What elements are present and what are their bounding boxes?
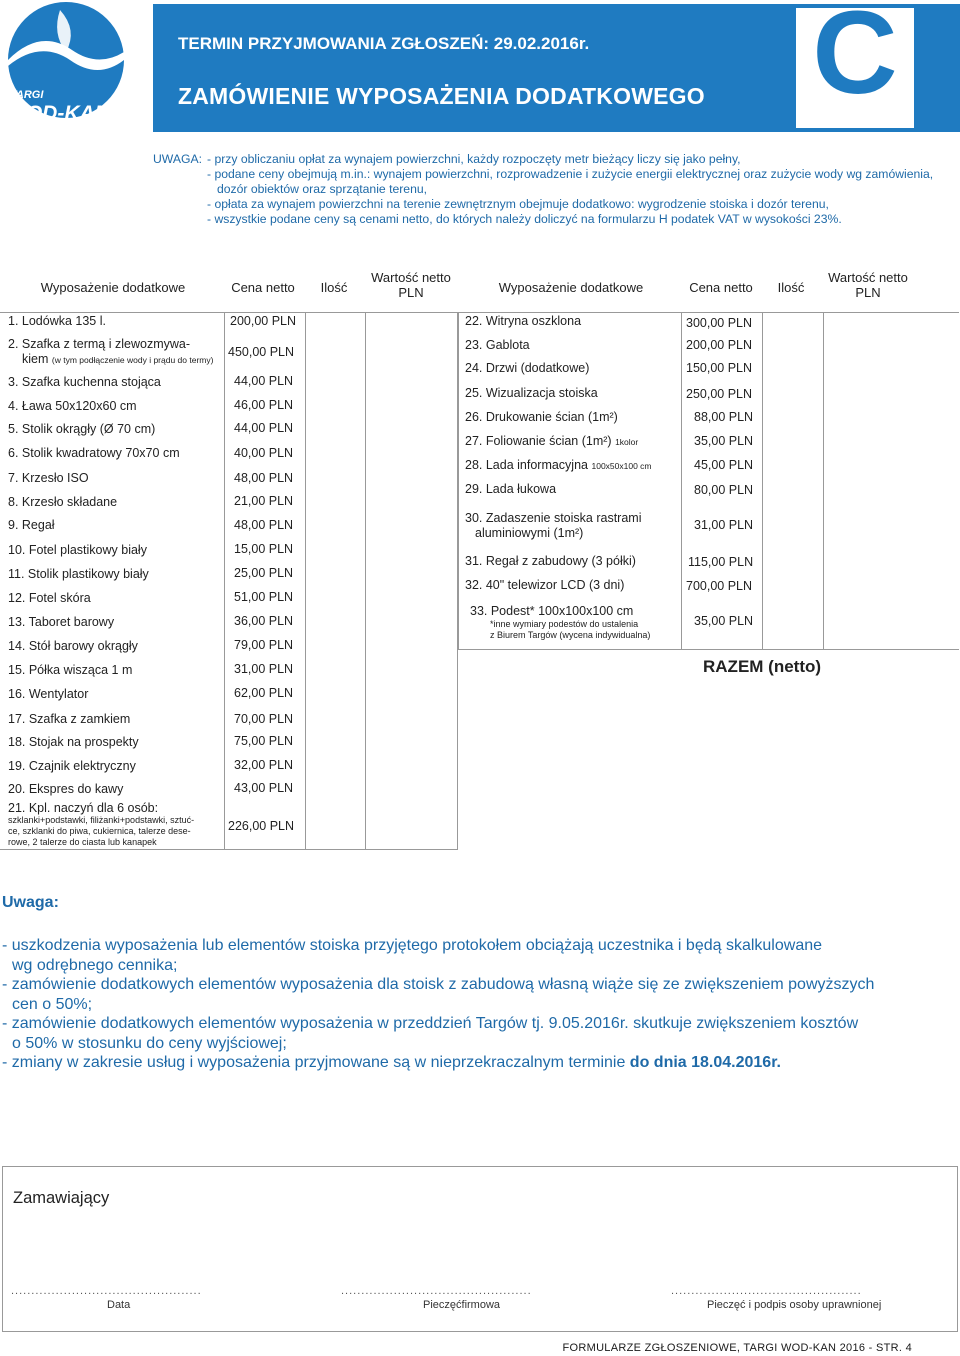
form-letter: C: [812, 0, 898, 119]
item-price: 35,00 PLN: [694, 614, 754, 628]
date-label: Data: [107, 1299, 131, 1311]
list-item-cont: kiem (w tym podłączenie wody i prądu do termy): [22, 352, 214, 366]
item-price: 88,00 PLN: [694, 410, 754, 424]
item-price: 48,00 PLN: [234, 518, 294, 532]
item-price: 226,00 PLN: [228, 819, 295, 833]
notes-label: UWAGA:: [153, 152, 202, 166]
list-item: 6. Stolik kwadratowy 70x70 cm: [8, 446, 180, 460]
remark-line: - zmiany w zakresie usług i wyposażenia przyjmowane są w nieprzekraczalnym terminie do dnia 18.04.2016r.: [2, 1054, 781, 1071]
item-note: ce, szklanki do piwa, cukiernica, talerze dese-: [8, 826, 191, 836]
header-value-unit: PLN: [398, 285, 424, 300]
list-item: 24. Drzwi (dodatkowe): [465, 361, 590, 375]
stamp-line[interactable]: ...............................................: [341, 1285, 532, 1297]
remarks-block: [2, 936, 874, 1073]
item-price: 48,00 PLN: [234, 471, 294, 485]
list-item: 20. Ekspres do kawy: [8, 782, 124, 796]
remark-line: - zamówienie dodatkowych elementów wyposażenia w przeddzień Targów tj. 9.05.2016r. skutkuje zwiększeniem kosztów: [2, 1015, 859, 1032]
item-price: 15,00 PLN: [234, 542, 294, 556]
item-note: 100x50x100 cm: [591, 461, 652, 471]
item-price: 31,00 PLN: [234, 662, 294, 676]
header-item: Wyposażenie dodatkowe: [498, 280, 644, 295]
header-value-label: Wartość netto: [828, 270, 908, 285]
note-line: - przy obliczaniu opłat za wynajem powierzchni, każdy rozpoczęty metr bieżący liczy się jako pełny,: [207, 152, 741, 166]
logo: [0, 0, 153, 132]
list-item: 33. Podest* 100x100x100 cm: [470, 604, 634, 618]
page-title: ZAMÓWIENIE WYPOSAŻENIA DODATKOWEGO: [178, 83, 705, 109]
orderer-box: [2, 1166, 958, 1332]
list-item: 9. Regał: [8, 518, 55, 532]
orderer-title: Zamawiający: [13, 1189, 110, 1207]
list-item: 15. Półka wisząca 1 m: [8, 663, 133, 677]
list-item: 8. Krzesło składane: [8, 495, 118, 509]
item-price: 200,00 PLN: [686, 338, 753, 352]
list-item: 10. Fotel plastikowy biały: [8, 543, 147, 557]
item-note: rowe, 2 talerze do ciasta lub kanapek: [8, 837, 157, 847]
item-price: 44,00 PLN: [234, 374, 294, 388]
header-price: Cena netto: [231, 280, 295, 295]
list-item: 29. Lada łukowa: [465, 482, 557, 496]
list-item: 1. Lodówka 135 l.: [8, 314, 106, 328]
list-item: 32. 40" telewizor LCD (3 dni): [465, 578, 625, 592]
remark-line: - zamówienie dodatkowych elementów wyposażenia dla stoisk z zabudową własną wiąże się ze zwiększeniem powyższych: [2, 976, 875, 993]
list-item: 22. Witryna oszklona: [465, 314, 582, 328]
item-note: z Biurem Targów (wycena indywidualna): [490, 630, 651, 640]
list-item: 7. Krzesło ISO: [8, 471, 89, 485]
date-line[interactable]: ...............................................: [11, 1285, 202, 1297]
list-item: 19. Czajnik elektryczny: [8, 759, 136, 773]
svg-text:TARGI: TARGI: [10, 89, 44, 101]
header-price: Cena netto: [689, 280, 753, 295]
item-price: 250,00 PLN: [686, 387, 753, 401]
list-item-cont: aluminiowymi (1m²): [475, 526, 584, 540]
list-item: 5. Stolik okrągły (Ø 70 cm): [8, 422, 156, 436]
list-item: 27. Foliowanie ścian (1m²) 1kolor: [465, 434, 639, 448]
list-item: 11. Stolik plastikowy biały: [8, 567, 149, 581]
item-price: 80,00 PLN: [694, 483, 754, 497]
list-item: 30. Zadaszenie stoiska rastrami: [465, 511, 642, 525]
item-price: 70,00 PLN: [234, 712, 294, 726]
list-item: 23. Gablota: [465, 338, 530, 352]
item-price: 115,00 PLN: [688, 555, 754, 569]
item-price: 200,00 PLN: [230, 314, 297, 328]
deadline-text: TERMIN PRZYJMOWANIA ZGŁOSZEŃ: 29.02.2016r.: [178, 34, 590, 53]
wod-kan-logo-icon: [0, 0, 153, 132]
item-price: 25,00 PLN: [234, 566, 294, 580]
item-price: 36,00 PLN: [234, 614, 294, 628]
item-price: 32,00 PLN: [234, 758, 294, 772]
item-price: 450,00 PLN: [228, 345, 295, 359]
list-item: 12. Fotel skóra: [8, 591, 91, 605]
item-note: szklanki+podstawki, filiżanki+podstawki, sztuć-: [8, 815, 195, 825]
item-price: 51,00 PLN: [234, 590, 294, 604]
header-qty: Ilość: [320, 280, 348, 295]
item-price: 79,00 PLN: [234, 638, 294, 652]
remark-line: o 50% w stosunku do ceny wyjściowej;: [12, 1034, 287, 1052]
header-value-unit: PLN: [855, 285, 881, 300]
item-price: 62,00 PLN: [234, 686, 294, 700]
remark-line: - uszkodzenia wyposażenia lub elementów stoiska przyjętego protokołem obciążają uczestnika i będą skalkulowane: [2, 937, 823, 954]
item-price: 31,00 PLN: [694, 518, 754, 532]
remark-line: cen o 50%;: [12, 995, 93, 1013]
signature-label: Pieczęć i podpis osoby uprawnionej: [707, 1299, 882, 1311]
list-item: 2. Szafka z termą i zlewozmywa-: [8, 337, 190, 351]
item-price: 700,00 PLN: [686, 579, 753, 593]
item-price: 40,00 PLN: [234, 446, 294, 460]
header-value: [820, 270, 916, 300]
list-item: 26. Drukowanie ścian (1m²): [465, 410, 618, 424]
list-item: 14. Stół barowy okrągły: [8, 639, 138, 653]
note-line: - opłata za wynajem powierzchni na terenie zewnętrznym obejmuje dodatkowo: wygrodzenie stoiska i dozór terenu,: [207, 197, 829, 211]
page-footer: FORMULARZE ZGŁOSZENIOWE, TARGI WOD-KAN 2016 - STR. 4: [562, 1342, 912, 1354]
item-note: *inne wymiary podestów do ustalenia: [490, 619, 639, 629]
header-qty: Ilość: [777, 280, 805, 295]
list-item: 4. Ława 50x120x60 cm: [8, 399, 137, 413]
note-line: dozór obiektów oraz sprzątanie terenu,: [217, 182, 428, 196]
stamp-label: Pieczęćfirmowa: [423, 1299, 501, 1311]
deadline-date: do dnia 18.04.2016r.: [629, 1054, 781, 1071]
list-item: 18. Stojak na prospekty: [8, 735, 139, 749]
item-price: 44,00 PLN: [234, 421, 294, 435]
item-price: 150,00 PLN: [686, 361, 753, 375]
list-item: 21. Kpl. naczyń dla 6 osób:: [8, 801, 159, 815]
remarks-title: Uwaga:: [2, 894, 59, 911]
signature-line[interactable]: ...............................................: [671, 1285, 862, 1297]
list-item: 28. Lada informacyjna 100x50x100 cm: [465, 458, 652, 472]
list-item: 31. Regał z zabudowy (3 półki): [465, 554, 636, 568]
item-price: 21,00 PLN: [234, 494, 294, 508]
note-line: - podane ceny obejmują m.in.: wynajem powierzchni, rozprowadzenie i zużycie energii elektrycznej oraz zużycie wody wg zamówienia,: [207, 167, 934, 181]
header-value: [364, 270, 458, 300]
item-price: 46,00 PLN: [234, 398, 294, 412]
form-letter-box: [796, 0, 914, 128]
list-item: 13. Taboret barowy: [8, 615, 115, 629]
item-price: 45,00 PLN: [694, 458, 754, 472]
list-item: 16. Wentylator: [8, 687, 89, 701]
list-item: 25. Wizualizacja stoiska: [465, 386, 598, 400]
svg-text:WOD-KAN: WOD-KAN: [6, 102, 110, 125]
list-item: 3. Szafka kuchenna stojąca: [8, 375, 161, 389]
item-price: 75,00 PLN: [234, 734, 294, 748]
note-line: - wszystkie podane ceny są cenami netto, do których należy doliczyć na formularzu H podatek VAT w wysokości 23%.: [207, 212, 842, 226]
header-item: Wyposażenie dodatkowe: [40, 280, 186, 295]
header-banner: [0, 0, 960, 132]
list-item: 17. Szafka z zamkiem: [8, 712, 131, 726]
total-net-label: RAZEM (netto): [703, 657, 822, 676]
item-note: (w tym podłączenie wody i prądu do termy): [51, 355, 214, 365]
header-value-label: Wartość netto: [371, 270, 451, 285]
item-price: 35,00 PLN: [694, 434, 754, 448]
item-note: 1kolor: [615, 437, 639, 447]
item-price: 300,00 PLN: [686, 316, 753, 330]
item-price: 43,00 PLN: [234, 781, 294, 795]
remark-line: wg odrębnego cennika;: [12, 956, 178, 974]
